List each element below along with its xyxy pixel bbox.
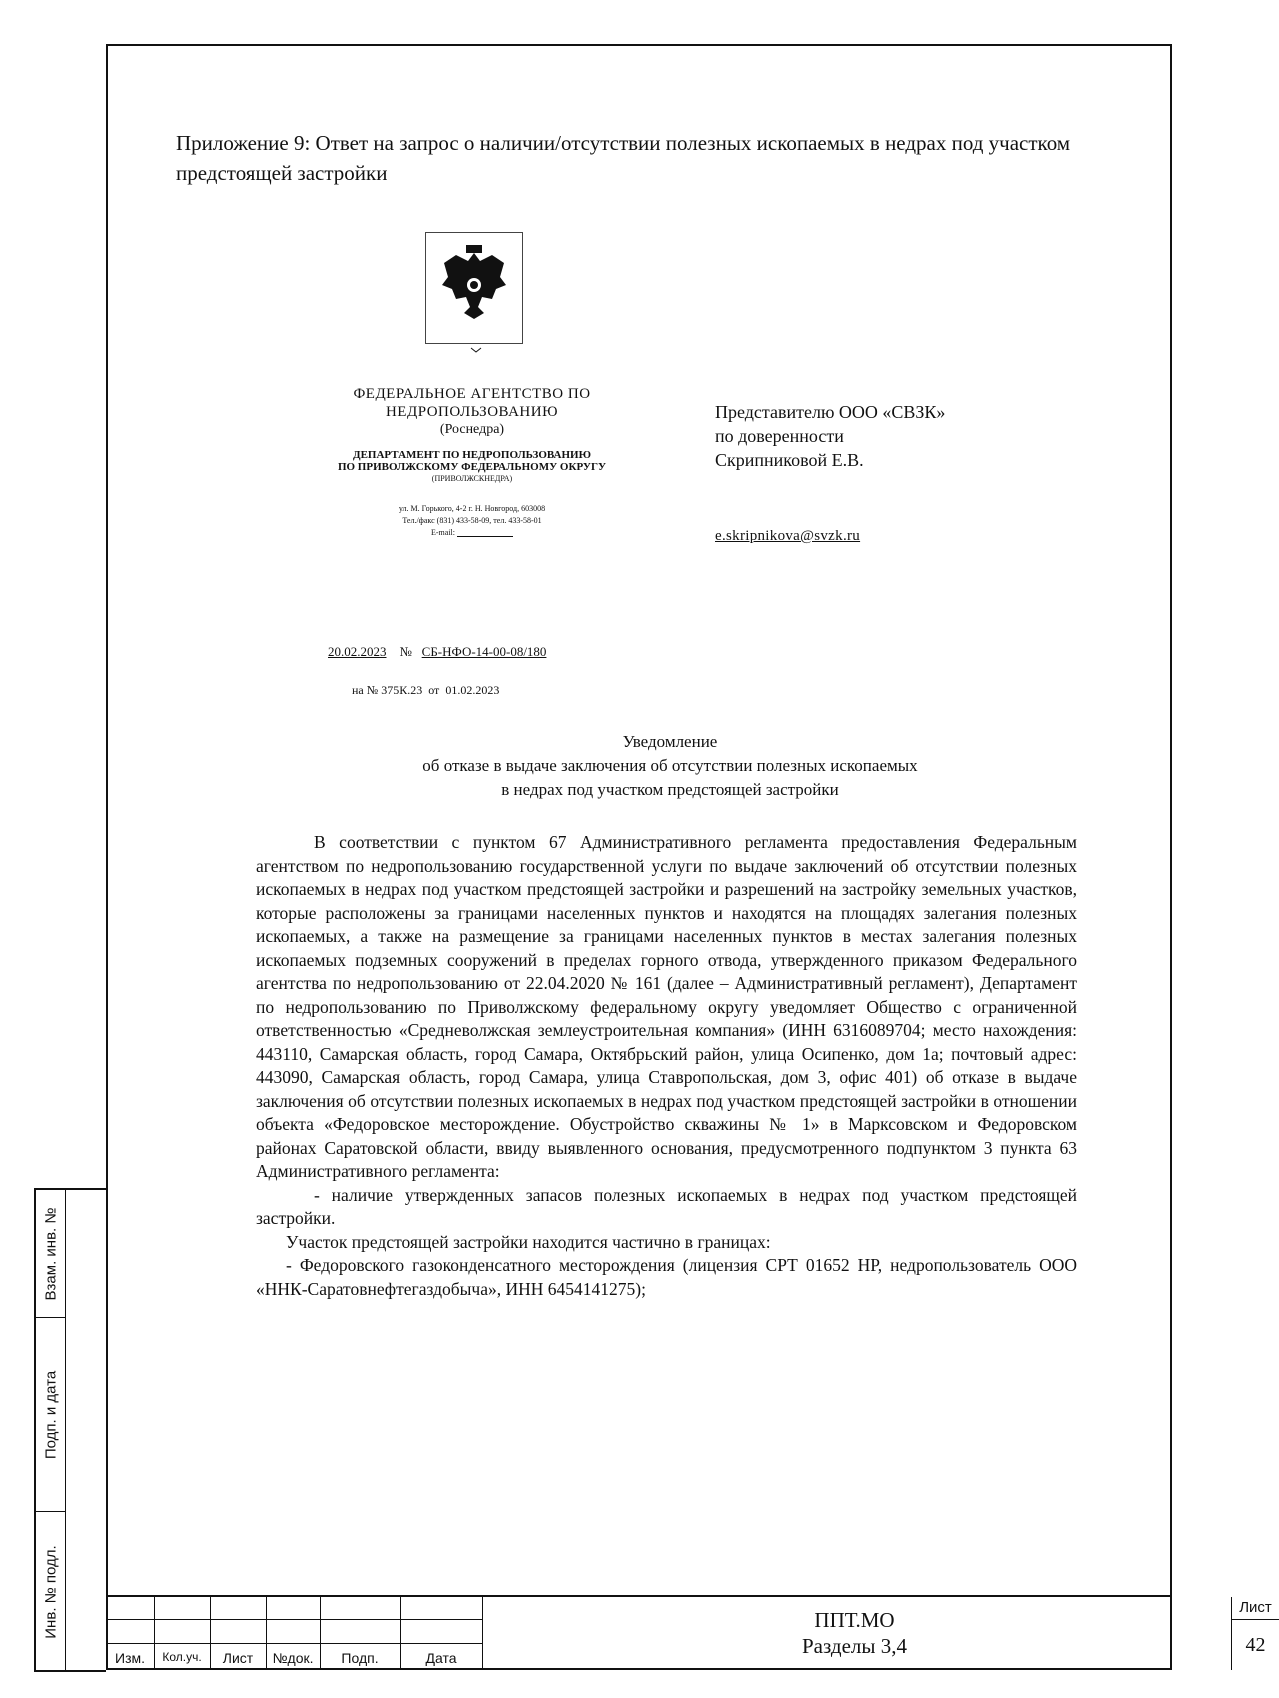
recipient-line1: Представителю ООО «СВЗК» [715, 402, 946, 422]
body-paragraph-4: - Федоровского газоконденсатного месторождения (лицензия СРТ 01652 НР, недропользователь ООО «ННК-Саратовнефтегаздобыча», ИНН 6454141275); [256, 1255, 1077, 1299]
registration-number-sign: № [399, 644, 412, 659]
document-code-line2: Разделы 3,4 [801, 1634, 907, 1658]
revision-label-sheet: Лист [222, 1650, 254, 1666]
department-short-name: (ПРИВОЛЖСКНЕДРА) [431, 474, 513, 483]
department-name-line2: ПО ПРИВОЛЖСКОМУ ФЕДЕРАЛЬНОМУ ОКРУГУ [337, 461, 607, 473]
recipient-line2: по доверенности [715, 426, 844, 446]
revision-label-date: Дата [425, 1650, 457, 1666]
body-paragraph-3: Участок предстоящей застройки находится частично в границах: [286, 1231, 771, 1252]
notice-body [256, 831, 1077, 1301]
notice-title-line3: в недрах под участком предстоящей застройки [501, 780, 839, 799]
reference-from: от [428, 683, 440, 697]
reference-date: 01.02.2023 [445, 683, 500, 697]
notice-title-line2: об отказе в выдаче заключения об отсутствии полезных ископаемых [422, 756, 918, 775]
agency-address-line1: ул. М. Горького, 4-2 г. Н. Новгород, 603008 [398, 504, 546, 513]
agency-name-line2: НЕДРОПОЛЬЗОВАНИЮ [385, 404, 559, 420]
recipient-email-link[interactable]: e.skripnikova@svzk.ru [715, 528, 861, 544]
emblem-mark-icon [470, 347, 482, 353]
reference-line [352, 683, 499, 698]
letterhead [262, 385, 682, 539]
side-stamp-column [36, 1190, 66, 1670]
sheet-label: Лист [1232, 1597, 1279, 1620]
recipient-block [715, 400, 945, 472]
registration-line [328, 644, 546, 660]
revision-label-count: Кол.уч. [162, 1650, 202, 1664]
notice-title-line1: Уведомление [622, 732, 718, 751]
side-cell-original [36, 1512, 66, 1672]
agency-address-line2: Тел./факс (831) 433-58-09, тел. 433-58-01 [402, 516, 542, 525]
side-stamp [34, 1188, 106, 1672]
agency-email-label: E-mail: [431, 528, 455, 537]
document-code-line1: ППТ.МО [814, 1608, 895, 1632]
coat-of-arms-emblem [425, 232, 523, 344]
department-name-line1: ДЕПАРТАМЕНТ ПО НЕДРОПОЛЬЗОВАНИЮ [353, 449, 591, 461]
revision-table [106, 1597, 482, 1670]
revision-row-divider [106, 1643, 482, 1644]
body-paragraph-1: В соответствии с пунктом 67 Административного регламента предоставления Федеральным агентством по недропользованию государственной услуги по выдаче заключений об отсутствии полезных ископаемых в недрах под участком предстоящей застройки и разрешений на застройку земельных участков, которые расположены за границами населенных пунктов и находятся на площадях залегания полезных ископаемых, а также на размещение за границами населенных пунктов в местах залегания полезных ископаемых подземных сооружений в пределах горного отвода, утвержденного приказом Федерального агентства по недропользованию от 22.04.2020 № 161 (далее – Административный регламент), Департамент по недропользованию по Приволжскому федеральному округу уведомляет Общество с ограниченной ответственностью «Средневолжская землеустроительная компания» (ИНН 6316089704; место нахождения: 443110, Самарская область, город Самара, Октябрьский район, улица Осипенко, дом 1а; почтовый адрес: 443090, Самарская область, город Самара, улица Ставропольская, дом 3, офис 401) об отказе в выдаче заключения об отсутствии полезных ископаемых в недрах под участком предстоящей застройки в отношении объекта «Федоровское месторождение. Обустройство скважины № 1» в Марксовском и Федоровском районах Саратовской области, ввиду выявленного основания, предусмотренного подпунктом 3 пункта 63 Административного регламента: [256, 832, 1077, 1181]
revision-label-change: Изм. [115, 1650, 145, 1666]
recipient-line3: Скрипниковой Е.В. [715, 450, 864, 470]
revision-row-divider [106, 1619, 482, 1620]
side-label-replacement: Взам. инв. № [42, 1207, 60, 1300]
eagle-icon [426, 233, 522, 343]
agency-email-link[interactable] [457, 528, 513, 537]
body-paragraph-2: - наличие утвержденных запасов полезных ископаемых в недрах под участком предстоящей застройки. [256, 1184, 1077, 1228]
document-code [482, 1597, 1227, 1659]
side-cell-replacement [36, 1190, 66, 1318]
sheet-number: 42 [1245, 1634, 1266, 1656]
side-label-original: Инв. № подл. [42, 1545, 60, 1639]
title-block [106, 1595, 1272, 1670]
revision-label-signature: Подп. [341, 1650, 379, 1666]
reference-number: 375К.23 [381, 683, 423, 697]
registration-date: 20.02.2023 [328, 644, 387, 659]
side-cell-signature [36, 1318, 66, 1512]
agency-short-name: (Роснедра) [439, 422, 505, 437]
revision-label-docno: №док. [272, 1650, 314, 1666]
registration-number: СБ-НФО-14-00-08/180 [421, 644, 547, 659]
appendix-heading: Приложение 9: Ответ на запрос о наличии/отсутствии полезных ископаемых в недрах под участком предстоящей застройки [176, 131, 1071, 185]
reference-prefix: на № [352, 683, 379, 697]
agency-email-line [262, 527, 682, 539]
side-label-signature: Подп. и дата [42, 1370, 60, 1459]
agency-name-line1: ФЕДЕРАЛЬНОЕ АГЕНТСТВО ПО [353, 386, 591, 402]
notice-title [300, 730, 1040, 802]
sheet-cell [1231, 1597, 1279, 1670]
